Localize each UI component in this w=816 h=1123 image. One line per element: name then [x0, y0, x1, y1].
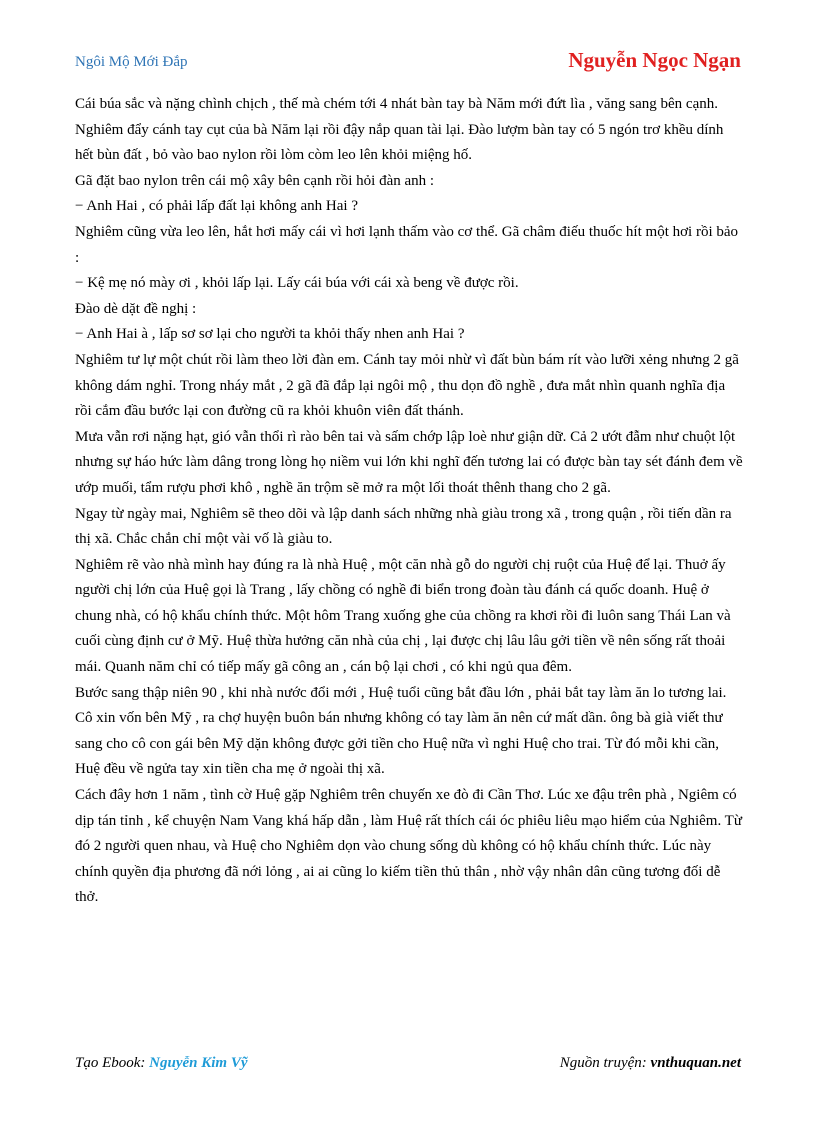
paragraph: Ngay từ ngày mai, Nghiêm sẽ theo dõi và lập danh sách những nhà giàu trong xã , trong quận , rồi tiến dần ra thị xã. Chắc chắn chỉ một vài vố là giàu to.: [75, 505, 732, 548]
story-body: [75, 92, 743, 911]
ebook-creator-name: Nguyễn Kim Vỹ: [149, 1055, 248, 1071]
source-credit: [560, 1055, 741, 1072]
paragraph: Bước sang thập niên 90 , khi nhà nước đổi mới , Huệ tuổi cũng bắt đầu lớn , phải bắt tay làm ăn lo tương lai. Cô xin vốn bên Mỹ , ra chợ huyện buôn bán nhưng không có tay làm ăn nên cứ mất dần. ông bà già viết thư sang cho cô con gái bên Mỹ dặn không được gởi tiền cho Huệ nữa vì nghi Huệ cho trai. Từ đó mỗi khi cần, Huệ đều về ngửa tay xin tiền cha mẹ ở ngoài thị xã.: [75, 684, 727, 778]
paragraph: Mưa vẫn rơi nặng hạt, gió vẫn thổi rì rào bên tai và sấm chớp lập loè như giận dữ. Cả 2 ướt đẫm như chuột lột nhưng sự háo hức làm dâng trong lòng họ niềm vui lớn khi nghĩ đến tương lai có được bàn tay sét đánh đem về ướp muối, tẩm rượu phơi khô , nghề ăn trộm sẽ mở ra một lối thoát thênh thang cho 2 gã.: [75, 428, 743, 496]
paragraph: Nghiêm tư lự một chút rồi làm theo lời đàn em. Cánh tay mỏi nhừ vì đất bùn bám rít vào lưỡi xẻng nhưng 2 gã không dám nghỉ. Trong nháy mắt , 2 gã đã đắp lại ngôi mộ , thu dọn đồ nghề , đưa mắt nhìn quanh nghĩa địa rồi cắm đầu bước lại con đường cũ ra khỏi khuôn viên đất thánh.: [75, 351, 739, 420]
paragraph: Cách đây hơn 1 năm , tình cờ Huệ gặp Nghiêm trên chuyến xe đò đi Cần Thơ. Lúc xe đậu trên phà , Ngiêm có dịp tán tỉnh , kể chuyện Nam Vang khá hấp dẫn , làm Huệ rất thích cái óc phiêu liêu mạo hiểm của Nghiêm. Từ đó 2 người quen nhau, và Huệ cho Nghiêm dọn vào chung sống dù không có hộ khẩu chính thức. Lúc này chính quyền địa phương đã nới lỏng , ai ai cũng lo kiếm tiền thủ thân , nhờ vậy nhân dân cũng tương đối dễ thở.: [75, 787, 742, 906]
ebook-label: Tạo Ebook: [75, 1055, 141, 1071]
source-separator: :: [641, 1055, 651, 1071]
author-name: Nguyễn Ngọc Ngạn: [568, 48, 741, 72]
paragraph: − Anh Hai , có phải lấp đất lại không anh Hai ?: [75, 198, 358, 215]
ebook-separator: :: [140, 1055, 150, 1071]
paragraph: Cái búa sắc và nặng chình chịch , thế mà chém tới 4 nhát bàn tay bà Năm mới đứt lìa , văng sang bên cạnh. Nghiêm đẩy cánh tay cụt của bà Năm lại rồi đậy nắp quan tài lại. Đào lượm bàn tay có 5 ngón trơ khều dính hết bùn đất , bỏ vào bao nylon rồi lòm còm leo lên khỏi miệng hố.: [75, 96, 724, 164]
paragraph: Gã đặt bao nylon trên cái mộ xây bên cạnh rồi hỏi đàn anh :: [75, 172, 435, 189]
ebook-credit: [75, 1055, 248, 1072]
source-site: vnthuquan.net: [650, 1055, 741, 1071]
page-header: [75, 48, 741, 78]
paragraph: − Kệ mẹ nó mày ơi , khỏi lấp lại. Lấy cái búa với cái xà beng về được rồi.: [75, 275, 519, 292]
paragraph: − Anh Hai à , lấp sơ sơ lại cho người ta khỏi thấy nhen anh Hai ?: [75, 326, 465, 343]
book-title: Ngôi Mộ Mới Đắp: [75, 54, 188, 70]
source-label: Nguồn truyện: [559, 1055, 642, 1071]
paragraph: Đào dè dặt đề nghị :: [75, 300, 197, 317]
paragraph: Nghiêm rẽ vào nhà mình hay đúng ra là nhà Huệ , một căn nhà gỗ do người chị ruột của Huệ để lại. Thuở ấy người chị lớn của Huệ gọi là Trang , lấy chồng có nghề đi biển trong đoàn tàu đánh cá quốc doanh. Huệ ở chung nhà, có hộ khẩu chính thức. Một hôm Trang xuống ghe của chồng ra khơi rồi đi luôn sang Thái Lan và cuối cùng định cư ở Mỹ. Huệ thừa hưởng căn nhà của chị , lại được chị lâu lâu gởi tiền về nên sống rất thoải mái. Quanh năm chỉ có tiếp mấy gã công an , cán bộ lại chơi , có khi ngủ qua đêm.: [75, 556, 731, 676]
page-footer: [75, 1055, 741, 1075]
paragraph: Nghiêm cũng vừa leo lên, hắt hơi mấy cái vì hơi lạnh thấm vào cơ thể. Gã châm điếu thuốc hít một hơi rồi bảo :: [75, 223, 739, 266]
